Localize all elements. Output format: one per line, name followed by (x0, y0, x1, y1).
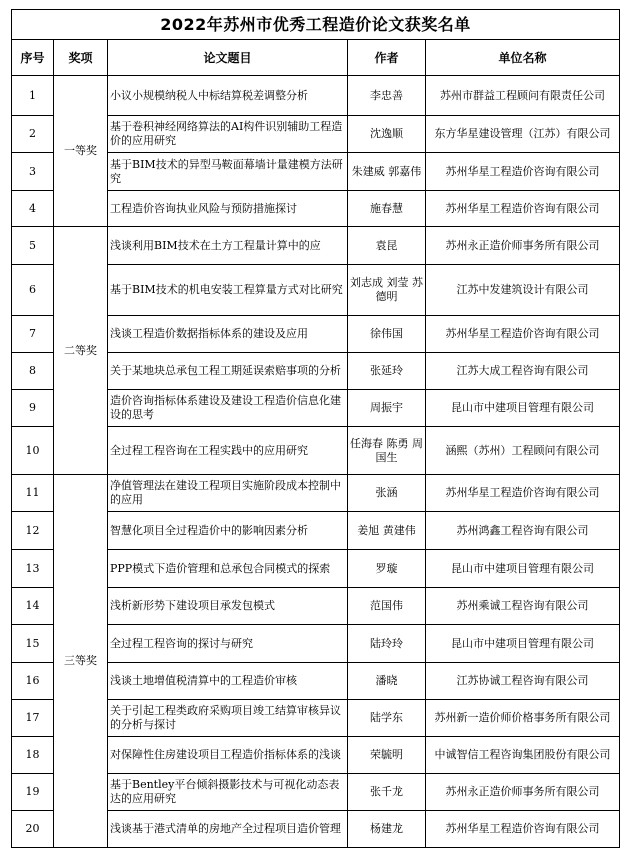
header-author: 作者 (348, 40, 426, 76)
row-author: 潘晓 (348, 663, 426, 700)
row-org: 苏州华星工程造价咨询有限公司 (426, 191, 620, 227)
row-org: 苏州华星工程造价咨询有限公司 (426, 811, 620, 848)
row-author: 罗璇 (348, 550, 426, 588)
row-paper: 工程造价咨询执业风险与预防措施探讨 (108, 191, 348, 227)
row-no: 17 (12, 700, 54, 737)
row-org: 涵熙（苏州）工程顾问有限公司 (426, 427, 620, 475)
row-paper: 关于引起工程类政府采购项目竣工结算审核异议的分析与探讨 (108, 700, 348, 737)
row-paper: 浅析新形势下建设项目承发包模式 (108, 588, 348, 625)
award-table (11, 9, 620, 848)
table-row (12, 76, 620, 116)
row-no: 3 (12, 153, 54, 191)
row-paper: 智慧化项目全过程造价中的影响因素分析 (108, 512, 348, 550)
row-author: 周振宇 (348, 390, 426, 427)
row-org: 苏州华星工程造价咨询有限公司 (426, 316, 620, 353)
row-org: 昆山市中建项目管理有限公司 (426, 390, 620, 427)
row-author: 任海春 陈勇 周国生 (348, 427, 426, 475)
row-org: 苏州永正造价师事务所有限公司 (426, 227, 620, 265)
row-org: 昆山市中建项目管理有限公司 (426, 625, 620, 663)
row-org: 苏州永正造价师事务所有限公司 (426, 774, 620, 811)
row-paper: 小议小规模纳税人中标结算税差调整分析 (108, 76, 348, 116)
row-org: 中诚智信工程咨询集团股份有限公司 (426, 737, 620, 774)
row-author: 袁昆 (348, 227, 426, 265)
award-first: 一等奖 (54, 76, 108, 227)
row-no: 15 (12, 625, 54, 663)
row-no: 9 (12, 390, 54, 427)
row-no: 11 (12, 475, 54, 512)
row-paper: 对保障性住房建设项目工程造价指标体系的浅谈 (108, 737, 348, 774)
row-author: 朱建威 郭嘉伟 (348, 153, 426, 191)
row-paper: 浅谈工程造价数据指标体系的建设及应用 (108, 316, 348, 353)
row-no: 12 (12, 512, 54, 550)
row-no: 2 (12, 116, 54, 153)
row-paper: 造价咨询指标体系建设及建设工程造价信息化建设的思考 (108, 390, 348, 427)
row-author: 姜旭 黄建伟 (348, 512, 426, 550)
row-paper: 基于BIM技术的异型马鞍面幕墙计量建模方法研究 (108, 153, 348, 191)
row-org: 苏州华星工程造价咨询有限公司 (426, 153, 620, 191)
row-paper: 基于BIM技术的机电安装工程算量方式对比研究 (108, 265, 348, 316)
table-row (12, 227, 620, 265)
row-no: 20 (12, 811, 54, 848)
row-no: 10 (12, 427, 54, 475)
title-row (12, 10, 620, 40)
row-no: 19 (12, 774, 54, 811)
row-author: 李忠善 (348, 76, 426, 116)
row-author: 张延玲 (348, 353, 426, 390)
row-org: 江苏中发建筑设计有限公司 (426, 265, 620, 316)
row-author: 张千龙 (348, 774, 426, 811)
row-no: 7 (12, 316, 54, 353)
table-title: 2022年苏州市优秀工程造价论文获奖名单 (12, 10, 620, 40)
row-author: 沈逸顺 (348, 116, 426, 153)
row-no: 13 (12, 550, 54, 588)
row-paper: 全过程工程咨询在工程实践中的应用研究 (108, 427, 348, 475)
row-org: 江苏协诚工程咨询有限公司 (426, 663, 620, 700)
row-no: 1 (12, 76, 54, 116)
row-no: 16 (12, 663, 54, 700)
row-org: 苏州新一造价师价格事务所有限公司 (426, 700, 620, 737)
row-paper: PPP模式下造价管理和总承包合同模式的探索 (108, 550, 348, 588)
header-paper: 论文题目 (108, 40, 348, 76)
row-paper: 浅谈土地增值税清算中的工程造价审核 (108, 663, 348, 700)
row-paper: 浅谈基于港式清单的房地产全过程项目造价管理 (108, 811, 348, 848)
header-no: 序号 (12, 40, 54, 76)
row-org: 苏州鸿鑫工程咨询有限公司 (426, 512, 620, 550)
row-org: 江苏大成工程咨询有限公司 (426, 353, 620, 390)
header-award: 奖项 (54, 40, 108, 76)
row-org: 苏州乘诚工程咨询有限公司 (426, 588, 620, 625)
header-row (12, 40, 620, 76)
row-paper: 浅谈利用BIM技术在土方工程量计算中的应 (108, 227, 348, 265)
row-org: 苏州市群益工程顾问有限责任公司 (426, 76, 620, 116)
row-paper: 基于Bentley平台倾斜摄影技术与可视化动态表达的应用研究 (108, 774, 348, 811)
row-author: 徐伟国 (348, 316, 426, 353)
row-paper: 基于卷积神经网络算法的AI构件识别辅助工程造价的应用研究 (108, 116, 348, 153)
row-author: 施春慧 (348, 191, 426, 227)
award-second: 二等奖 (54, 227, 108, 475)
row-paper: 净值管理法在建设工程项目实施阶段成本控制中的应用 (108, 475, 348, 512)
row-no: 4 (12, 191, 54, 227)
header-org: 单位名称 (426, 40, 620, 76)
row-author: 范国伟 (348, 588, 426, 625)
row-no: 6 (12, 265, 54, 316)
row-org: 苏州华星工程造价咨询有限公司 (426, 475, 620, 512)
row-no: 14 (12, 588, 54, 625)
row-org: 昆山市中建项目管理有限公司 (426, 550, 620, 588)
row-author: 陆玲玲 (348, 625, 426, 663)
row-author: 杨建龙 (348, 811, 426, 848)
row-author: 荣毓明 (348, 737, 426, 774)
row-paper: 全过程工程咨询的探讨与研究 (108, 625, 348, 663)
table-row (12, 475, 620, 512)
row-paper: 关于某地块总承包工程工期延误索赔事项的分析 (108, 353, 348, 390)
award-third: 三等奖 (54, 475, 108, 848)
row-no: 8 (12, 353, 54, 390)
row-author: 张涵 (348, 475, 426, 512)
row-author: 刘志成 刘莹 苏德明 (348, 265, 426, 316)
row-no: 5 (12, 227, 54, 265)
row-org: 东方华星建设管理（江苏）有限公司 (426, 116, 620, 153)
row-no: 18 (12, 737, 54, 774)
row-author: 陆学东 (348, 700, 426, 737)
